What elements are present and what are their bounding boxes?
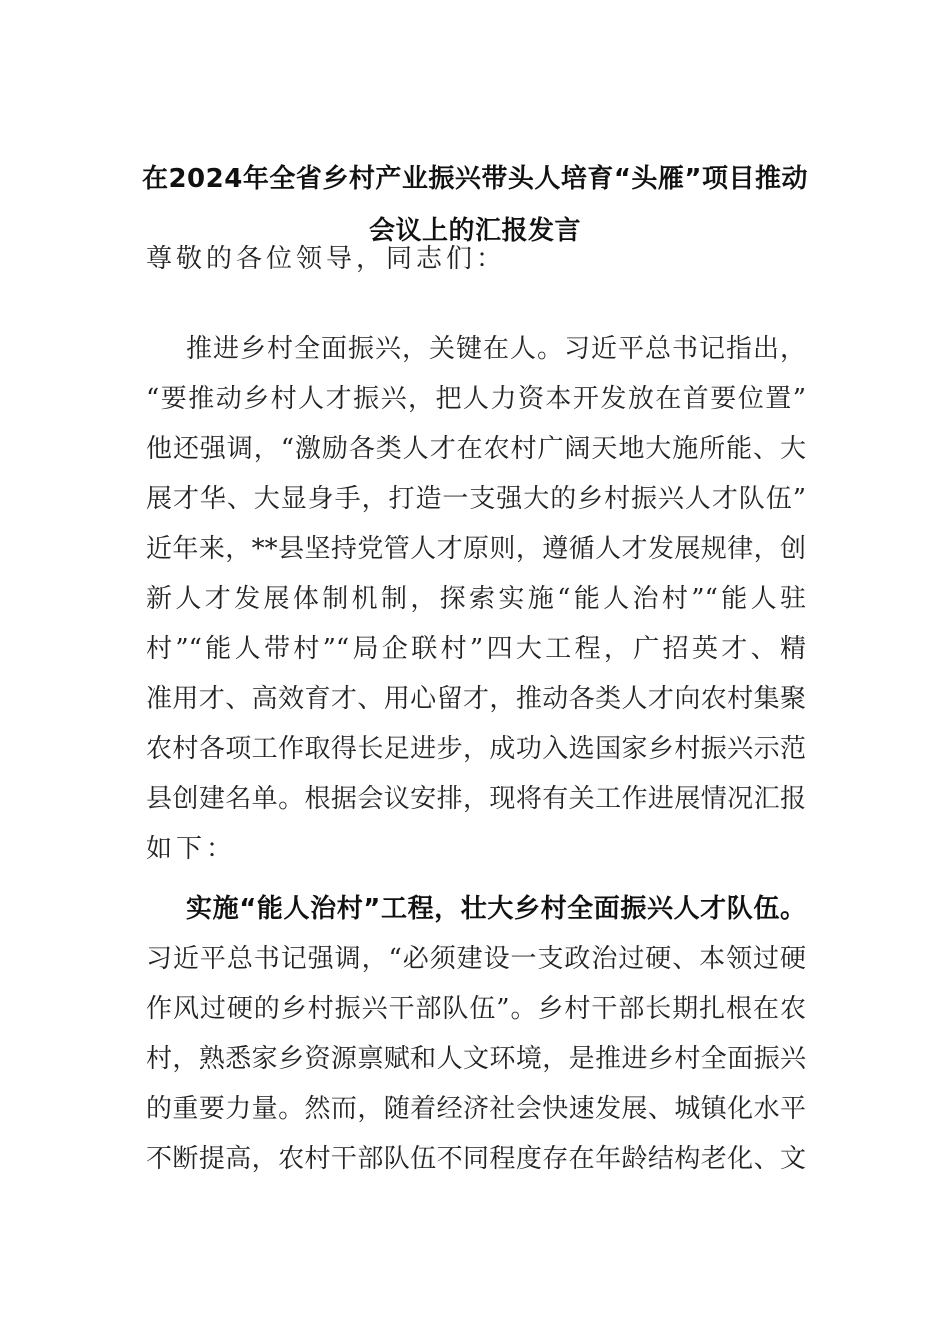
- paragraph-1-line: 如下：: [146, 834, 237, 864]
- paragraph-1-line: 推进乡村全面振兴，关键在人。习近平总书记指出，: [186, 334, 806, 364]
- paragraph-1-line: 他还强调，“激励各类人才在农村广阔天地大施所能、大: [146, 434, 806, 464]
- paragraph-1-line: 展才华、大显身手，打造一支强大的乡村振兴人才队伍”: [146, 484, 806, 514]
- paragraph-1-line: 近年来，**县坚持党管人才原则，遵循人才发展规律，创: [146, 534, 806, 564]
- section-1-heading: 实施“能人治村”工程，壮大乡村全面振兴人才队伍。: [186, 894, 806, 924]
- paragraph-1-line: “要推动乡村人才振兴，把人力资本开发放在首要位置”: [146, 384, 806, 414]
- paragraph-2-line: 习近平总书记强调，“必须建设一支政治过硬、本领过硬: [146, 944, 806, 974]
- paragraph-1-line: 准用才、高效育才、用心留才，推动各类人才向农村集聚: [146, 684, 806, 714]
- paragraph-1-line: 新人才发展体制机制，探索实施“能人治村”“能人驻: [146, 584, 806, 614]
- salutation: 尊敬的各位领导，同志们：: [146, 244, 507, 274]
- paragraph-1-line: 村”“能人带村”“局企联村”四大工程，广招英才、精: [146, 634, 806, 664]
- paragraph-2-line: 不断提高，农村干部队伍不同程度存在年龄结构老化、文: [146, 1144, 806, 1174]
- paragraph-1-line: 县创建名单。根据会议安排，现将有关工作进展情况汇报: [146, 784, 806, 814]
- paragraph-2-line: 作风过硬的乡村振兴干部队伍”。乡村干部长期扎根在农: [146, 994, 806, 1024]
- document-title-line-2: 会议上的汇报发言: [368, 216, 581, 246]
- paragraph-1-line: 农村各项工作取得长足进步，成功入选国家乡村振兴示范: [146, 734, 806, 764]
- paragraph-2-line: 村，熟悉家乡资源禀赋和人文环境，是推进乡村全面振兴: [146, 1044, 806, 1074]
- paragraph-2-line: 的重要力量。然而，随着经济社会快速发展、城镇化水平: [146, 1094, 806, 1124]
- document-title-line-1: 在2024年全省乡村产业振兴带头人培育“头雁”项目推动: [141, 164, 809, 194]
